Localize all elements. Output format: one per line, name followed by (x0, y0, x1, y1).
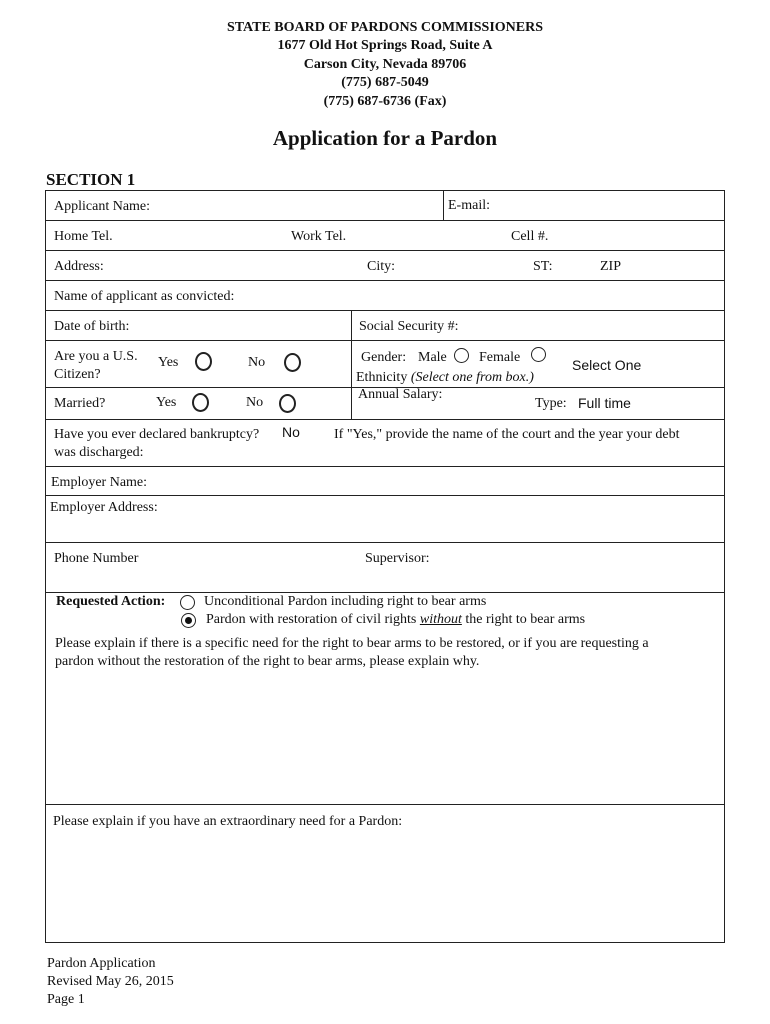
section-heading: SECTION 1 (46, 170, 136, 189)
married-no-radio[interactable] (279, 394, 296, 413)
email-field[interactable]: E-mail: (448, 198, 490, 213)
cell-field[interactable]: Cell #. (511, 229, 549, 244)
ethnicity-prefix: Ethnicity (356, 370, 408, 385)
bankruptcy-discharged-field[interactable]: was discharged: (54, 445, 144, 460)
married-yes-radio[interactable] (192, 393, 209, 412)
zip-field[interactable]: ZIP (600, 259, 621, 274)
state-field[interactable]: ST: (533, 259, 553, 274)
unconditional-pardon-label: Unconditional Pardon including right to bear arms (204, 594, 487, 609)
employer-address-field[interactable]: Employer Address: (50, 500, 158, 515)
type-label: Type: (535, 396, 567, 411)
gender-female-label: Female (479, 350, 521, 365)
work-tel-field[interactable]: Work Tel. (291, 229, 347, 244)
citizen-yes-label: Yes (158, 355, 179, 370)
citizen-question-line2: Citizen? (54, 367, 101, 382)
gender-female-radio[interactable] (531, 347, 546, 362)
restoration-pardon-text-end: the right to bear arms (461, 612, 586, 627)
requested-action-label: Requested Action: (56, 594, 166, 609)
explain-arms-line2: pardon without the restoration of the right to bear arms, please explain why. (55, 654, 480, 669)
gender-male-radio[interactable] (454, 348, 469, 363)
married-question: Married? (54, 396, 106, 411)
agency-address-line1: 1677 Old Hot Springs Road, Suite A (277, 38, 493, 53)
explain-arms-line1: Please explain if there is a specific need for the right to bear arms to be restored, or if you are requesting a (55, 636, 649, 651)
agency-address-line2: Carson City, Nevada 89706 (303, 57, 467, 72)
agency-phone: (775) 687-5049 (341, 75, 429, 90)
citizen-yes-radio[interactable] (195, 352, 212, 371)
gender-label: Gender: (361, 350, 407, 365)
gender-male-label: Male (418, 350, 447, 365)
employer-name-field[interactable]: Employer Name: (51, 475, 148, 490)
annual-salary-field[interactable]: Annual Salary: (358, 387, 443, 402)
ethnicity-label (356, 370, 534, 386)
footer-page-number: Page 1 (47, 992, 85, 1007)
type-select[interactable]: Full time (578, 395, 631, 411)
unconditional-pardon-radio[interactable] (180, 595, 195, 610)
page-title: Application for a Pardon (272, 126, 498, 150)
name-as-convicted-field[interactable]: Name of applicant as convicted: (54, 289, 235, 304)
agency-name: STATE BOARD OF PARDONS COMMISSIONERS (226, 20, 544, 35)
restoration-pardon-text: Pardon with restoration of civil rights (206, 612, 420, 627)
home-tel-field[interactable]: Home Tel. (54, 229, 113, 244)
explain-need-label: Please explain if you have an extraordinary need for a Pardon: (53, 814, 403, 829)
bankruptcy-select[interactable]: No (282, 424, 300, 440)
married-yes-label: Yes (156, 395, 177, 410)
ssn-field[interactable]: Social Security #: (359, 319, 459, 334)
date-of-birth-field[interactable]: Date of birth: (54, 319, 130, 334)
citizen-no-radio[interactable] (284, 353, 301, 372)
agency-fax: (775) 687-6736 (Fax) (323, 94, 447, 109)
supervisor-field[interactable]: Supervisor: (365, 551, 430, 566)
ethnicity-hint: (Select one from box.) (410, 370, 534, 385)
phone-number-field[interactable]: Phone Number (54, 551, 139, 566)
citizen-question-line1: Are you a U.S. (54, 349, 138, 364)
footer-revision-date: Revised May 26, 2015 (47, 974, 174, 989)
restoration-pardon-label (206, 612, 585, 628)
restoration-pardon-emphasis: without (419, 612, 462, 627)
bankruptcy-followup: If "Yes," provide the name of the court and the year your debt (334, 427, 680, 442)
married-no-label: No (246, 395, 264, 410)
city-field[interactable]: City: (367, 259, 396, 274)
ethnicity-select[interactable]: Select One (572, 357, 642, 373)
selected-dot (185, 617, 192, 624)
bankruptcy-question: Have you ever declared bankruptcy? (54, 427, 260, 442)
address-field[interactable]: Address: (54, 259, 104, 274)
citizen-no-label: No (248, 355, 266, 370)
applicant-name-field[interactable]: Applicant Name: (54, 199, 151, 214)
restoration-pardon-radio[interactable] (181, 613, 196, 628)
footer-form-name: Pardon Application (47, 956, 156, 971)
explain-arms-textarea[interactable] (46, 674, 723, 802)
explain-need-textarea[interactable] (46, 834, 723, 940)
